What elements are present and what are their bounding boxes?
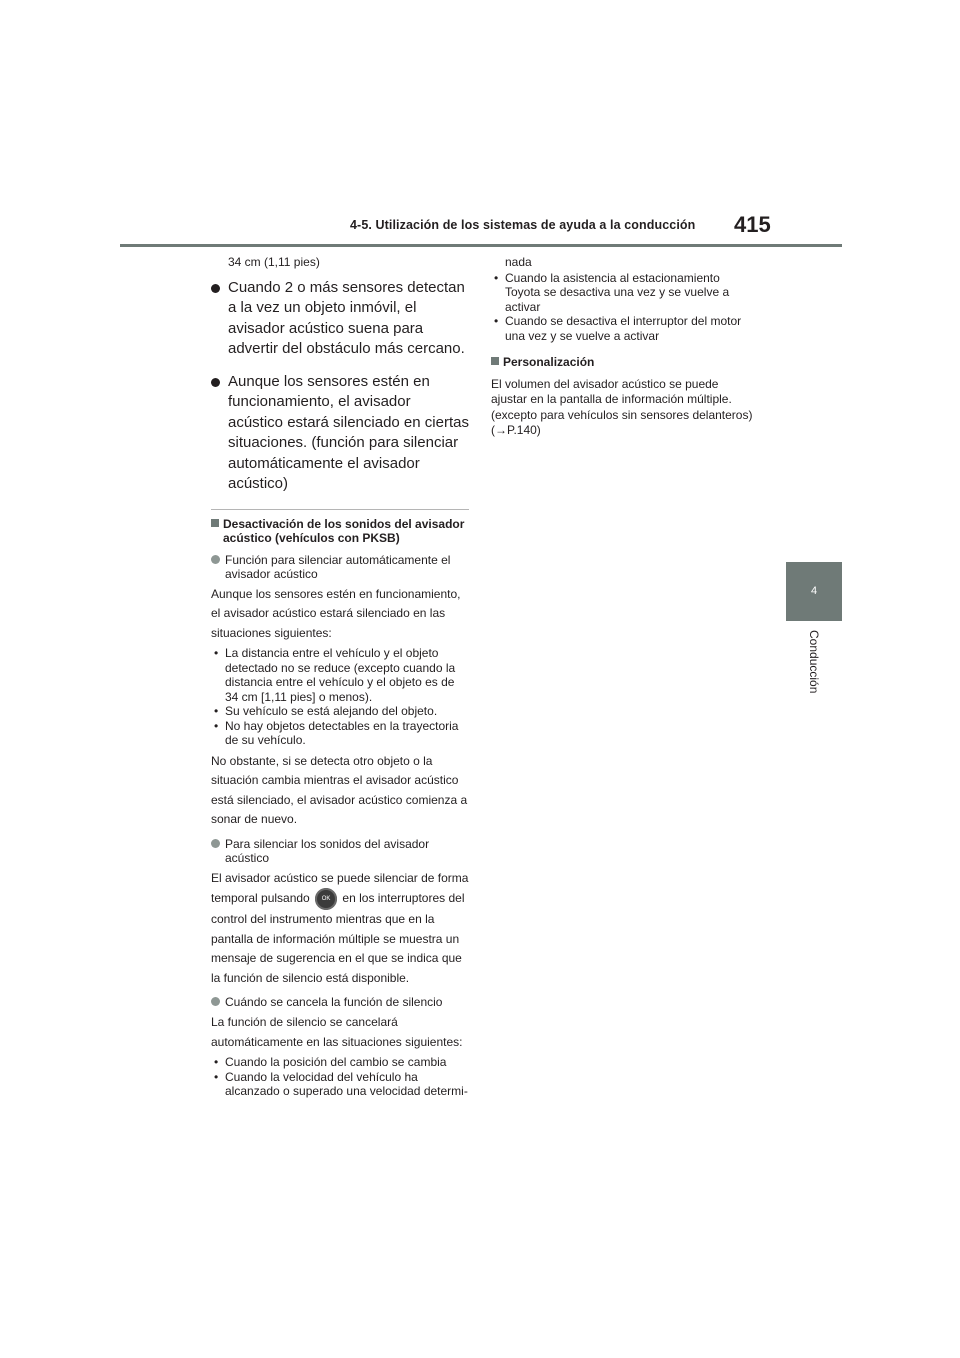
- continued-text: nada: [505, 255, 532, 269]
- paragraph: La función de silencio se cancelará automáticamente en las situaciones siguientes:: [211, 1015, 463, 1049]
- bullet-dot-icon: [211, 284, 220, 293]
- list-item: • Cuando la asistencia al estacionamiento Toyota se desactiva una vez y se vuelve a activar: [494, 270, 730, 314]
- section-heading: [211, 517, 469, 546]
- list-item: • Cuando se desactiva el interruptor del motor una vez y se vuelve a activar: [494, 314, 742, 343]
- page-number: 415: [734, 212, 771, 237]
- circle-marker-icon: [211, 839, 220, 848]
- left-column: [211, 255, 469, 1103]
- square-marker-icon: [211, 519, 219, 527]
- paragraph: No obstante, si se detecta otro objeto o la situación cambia mientras el avisador acústico está silenciado, el avisador acústico comienza a sonar de nuevo.: [211, 753, 468, 826]
- circle-marker-icon: [211, 555, 220, 564]
- section-divider: [211, 509, 469, 510]
- paragraph: Aunque los sensores estén en funcionamiento, el avisador acústico estará silenciado en las situaciones siguientes:: [211, 586, 461, 640]
- subsection-heading: [211, 837, 469, 865]
- bullet-dot-icon: [211, 378, 220, 387]
- subsection-heading: [211, 553, 469, 581]
- paragraph: El volumen del avisador acústico se puede ajustar en la pantalla de información múltiple. (excepto para vehículos sin sensores delanteros) (→P.140): [491, 376, 753, 437]
- right-column: [491, 255, 753, 439]
- ok-button-icon: OK: [315, 888, 337, 910]
- list-item: • No hay objetos detectables en la trayectoria de su vehículo.: [214, 718, 459, 747]
- header-divider: [120, 244, 842, 247]
- dash-list: [491, 271, 753, 344]
- section-heading: [491, 355, 753, 370]
- dash-list: [211, 646, 469, 748]
- dash-list: [211, 1055, 469, 1099]
- bullet-text: Aunque los sensores estén en funcionamiento, el avisador acústico estará silenciado en ciertas situaciones. (función para silenciar automáticamente el avisador acústico): [228, 372, 469, 492]
- list-item: • Su vehículo se está alejando del objeto.: [214, 704, 438, 718]
- subsection-heading-text: Cuándo se cancela la función de silencio: [225, 995, 443, 1009]
- circle-marker-icon: [211, 997, 220, 1006]
- list-item: • Cuando la posición del cambio se cambia: [214, 1055, 447, 1069]
- chapter-title: 4-5. Utilización de los sistemas de ayuda a la conducción: [350, 218, 696, 232]
- square-marker-icon: [491, 357, 499, 365]
- section-heading-text: Personalización: [503, 355, 595, 369]
- subsection-heading: [211, 995, 469, 1009]
- list-item: • La distancia entre el vehículo y el objeto detectado no se reduce (excepto cuando la distancia entre el vehículo y el objeto es de 34 cm [1,11 pies] o menos).: [214, 646, 456, 704]
- subsection-heading-text: Para silenciar los sonidos del avisador acústico: [225, 836, 430, 865]
- list-item: • Cuando la velocidad del vehículo ha alcanzado o superado una velocidad determi-: [214, 1069, 468, 1098]
- paragraph: El avisador acústico se puede silenciar de forma temporal pulsando OK en los interruptores del control del instrumento mientras que en la pantalla de información múltiple se muestra un mensaje de sugerencia en el que se indica que la función de silencio está disponible.: [211, 870, 469, 985]
- section-heading-text: Desactivación de los sonidos del avisador acústico (vehículos con PKSB): [223, 516, 465, 545]
- bullet-item: [211, 372, 469, 495]
- bullet-text: Cuando 2 o más sensores detectan a la vez un objeto inmóvil, el avisador acústico suena para advertir del obstáculo más cercano.: [228, 278, 465, 357]
- continued-text: 34 cm (1,11 pies): [228, 255, 320, 269]
- chapter-tab[interactable]: 4: [786, 562, 842, 621]
- subsection-heading-text: Función para silenciar automáticamente el avisador acústico: [225, 552, 451, 581]
- bullet-item: [211, 278, 469, 360]
- chapter-tab-label: Conducción: [807, 630, 821, 694]
